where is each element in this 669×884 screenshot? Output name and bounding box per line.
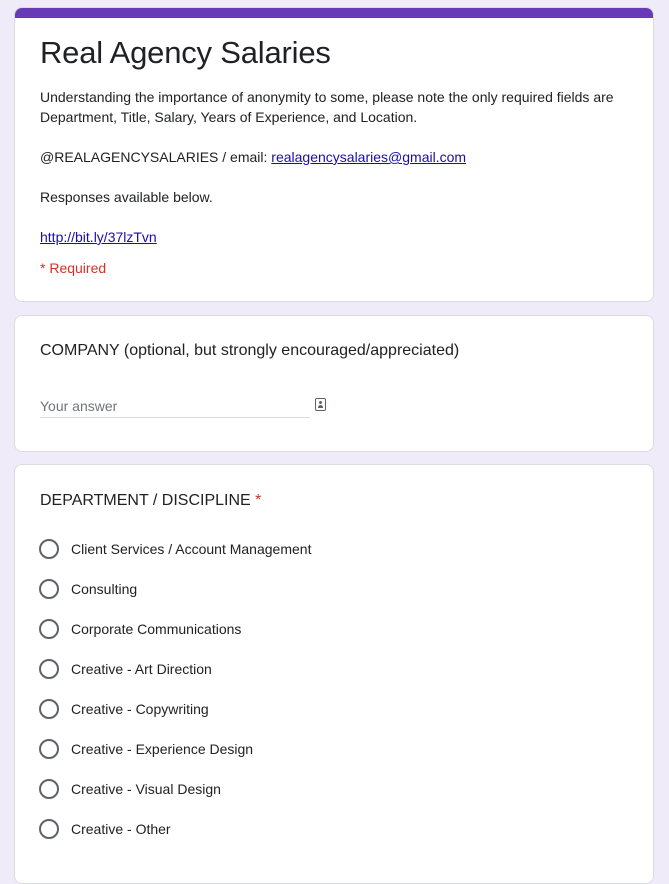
radio-circle-icon[interactable] (39, 659, 59, 679)
radio-circle-icon[interactable] (39, 619, 59, 639)
radio-circle-icon[interactable] (39, 819, 59, 839)
accent-bar (15, 8, 653, 18)
company-answer-input[interactable] (40, 395, 310, 418)
radio-option-visual-design[interactable] (39, 777, 221, 801)
option-label: Corporate Communications (71, 621, 242, 637)
radio-option-consulting[interactable] (39, 577, 137, 601)
required-star: * (255, 492, 262, 509)
responses-link[interactable]: http://bit.ly/37lzTvn (40, 229, 157, 245)
option-label: Client Services / Account Management (71, 541, 312, 557)
contact-email-link[interactable]: realagencysalaries@gmail.com (271, 149, 467, 165)
company-question-card (14, 315, 654, 452)
option-label: Creative - Copywriting (71, 701, 209, 717)
contact-line (40, 147, 630, 167)
radio-option-experience-design[interactable] (39, 737, 253, 761)
responses-text: Responses available below. (40, 189, 213, 205)
department-question-label: DEPARTMENT / DISCIPLINE (40, 492, 251, 509)
form-title: Real Agency Salaries (40, 35, 331, 70)
radio-circle-icon[interactable] (39, 539, 59, 559)
option-label: Creative - Visual Design (71, 781, 221, 797)
contact-prefix: @REALAGENCYSALARIES / email: (40, 149, 272, 165)
radio-circle-icon[interactable] (39, 579, 59, 599)
option-label: Consulting (71, 581, 138, 597)
form-header-card (14, 7, 654, 302)
form-description: Understanding the importance of anonymity to some, please note the only required fields are Department, Title, Salary, Years of Experience, and Location. (40, 89, 614, 125)
company-question-title: COMPANY (optional, but strongly encouraged/appreciated) (40, 342, 460, 359)
department-question-title (40, 492, 261, 510)
radio-circle-icon[interactable] (39, 699, 59, 719)
radio-option-copywriting[interactable] (39, 697, 209, 721)
responses-link-line (40, 227, 630, 247)
radio-option-corporate-communications[interactable] (39, 617, 241, 641)
option-label: Creative - Experience Design (71, 741, 254, 757)
option-label: Creative - Art Direction (71, 661, 212, 677)
radio-option-art-direction[interactable] (39, 657, 212, 681)
contact-card-icon[interactable] (315, 398, 326, 411)
required-note: * Required (40, 260, 107, 276)
option-label: Creative - Other (71, 821, 171, 837)
radio-option-creative-other[interactable] (39, 817, 171, 841)
radio-circle-icon[interactable] (39, 779, 59, 799)
radio-option-client-services[interactable] (39, 537, 311, 561)
radio-circle-icon[interactable] (39, 739, 59, 759)
department-question-card (14, 464, 654, 884)
